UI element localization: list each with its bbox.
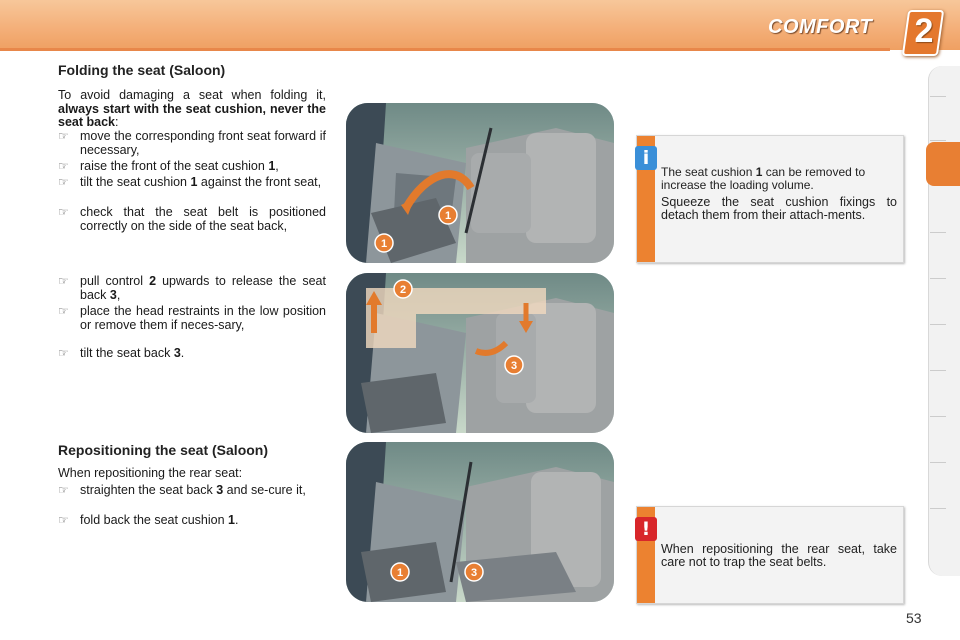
chapter-title: COMFORT: [768, 16, 873, 38]
figure-reposition-seat: [346, 442, 614, 602]
info-text-cushion: The seat cushion 1 can be removed to increase the loading volume.: [661, 165, 866, 192]
list-item: ☞ place the head restraints in the low position or remove them if neces-sary,: [58, 304, 326, 332]
figure-fold-cushion: [346, 103, 614, 263]
figure-release-seatback: [346, 273, 614, 433]
warning-icon: !: [635, 517, 657, 541]
chapter-tab-active[interactable]: [926, 142, 960, 186]
list-item: ☞ tilt the seat cushion 1 against the front seat,: [58, 175, 322, 189]
tab-divider: [930, 278, 946, 279]
warning-box: [636, 506, 904, 604]
tab-divider: [930, 96, 946, 97]
list-item: ☞ move the corresponding front seat forward if necessary,: [58, 129, 326, 157]
callout-label: 3: [470, 567, 478, 579]
tab-divider: [930, 508, 946, 509]
folding-intro: To avoid damaging a seat when folding it, always start with the seat cushion, never the seat back:: [58, 88, 326, 129]
callout-label: 3: [510, 360, 518, 372]
pointing-hand-icon: ☞: [58, 205, 69, 219]
list-item: ☞ raise the front of the seat cushion 1,: [58, 159, 279, 173]
tab-divider: [930, 462, 946, 463]
info-box: [636, 135, 904, 263]
pointing-hand-icon: ☞: [58, 274, 69, 288]
tab-divider: [930, 232, 946, 233]
list-item: ☞ pull control 2 upwards to release the seat back 3,: [58, 274, 326, 302]
pointing-hand-icon: ☞: [58, 159, 69, 173]
section-title-folding: Folding the seat (Saloon): [58, 62, 226, 78]
seat-illustration: [346, 103, 614, 263]
list-item: ☞ straighten the seat back 3 and se-cure it,: [58, 483, 306, 497]
callout-label: 1: [396, 567, 404, 579]
callout-label: 2: [399, 284, 407, 296]
tab-divider: [930, 140, 946, 141]
list-item: ☞ check that the seat belt is positioned correctly on the side of the seat back,: [58, 205, 326, 233]
list-item: ☞ tilt the seat back 3.: [58, 346, 185, 360]
callout-label: 1: [380, 238, 388, 250]
pointing-hand-icon: ☞: [58, 483, 69, 497]
pointing-hand-icon: ☞: [58, 129, 69, 143]
pointing-hand-icon: ☞: [58, 346, 69, 360]
page-number: 53: [906, 610, 922, 626]
pointing-hand-icon: ☞: [58, 304, 69, 318]
repositioning-intro: When repositioning the rear seat:: [58, 466, 243, 480]
info-icon: i: [635, 146, 657, 170]
tab-divider: [930, 370, 946, 371]
section-title-repositioning: Repositioning the seat (Saloon): [58, 442, 269, 458]
tab-divider: [930, 416, 946, 417]
info-text-fixings: Squeeze the seat cushion fixings to detach them from their attach-ments.: [661, 195, 897, 222]
seat-illustration: [346, 273, 614, 433]
list-item: ☞ fold back the seat cushion 1.: [58, 513, 239, 527]
header-divider: [0, 48, 890, 51]
chapter-number: 2: [914, 12, 934, 50]
callout-label: 1: [444, 210, 452, 222]
seat-illustration: [346, 442, 614, 602]
tab-divider: [930, 324, 946, 325]
warning-text: When repositioning the rear seat, take care not to trap the seat belts.: [661, 542, 897, 569]
pointing-hand-icon: ☞: [58, 513, 69, 527]
pointing-hand-icon: ☞: [58, 175, 69, 189]
